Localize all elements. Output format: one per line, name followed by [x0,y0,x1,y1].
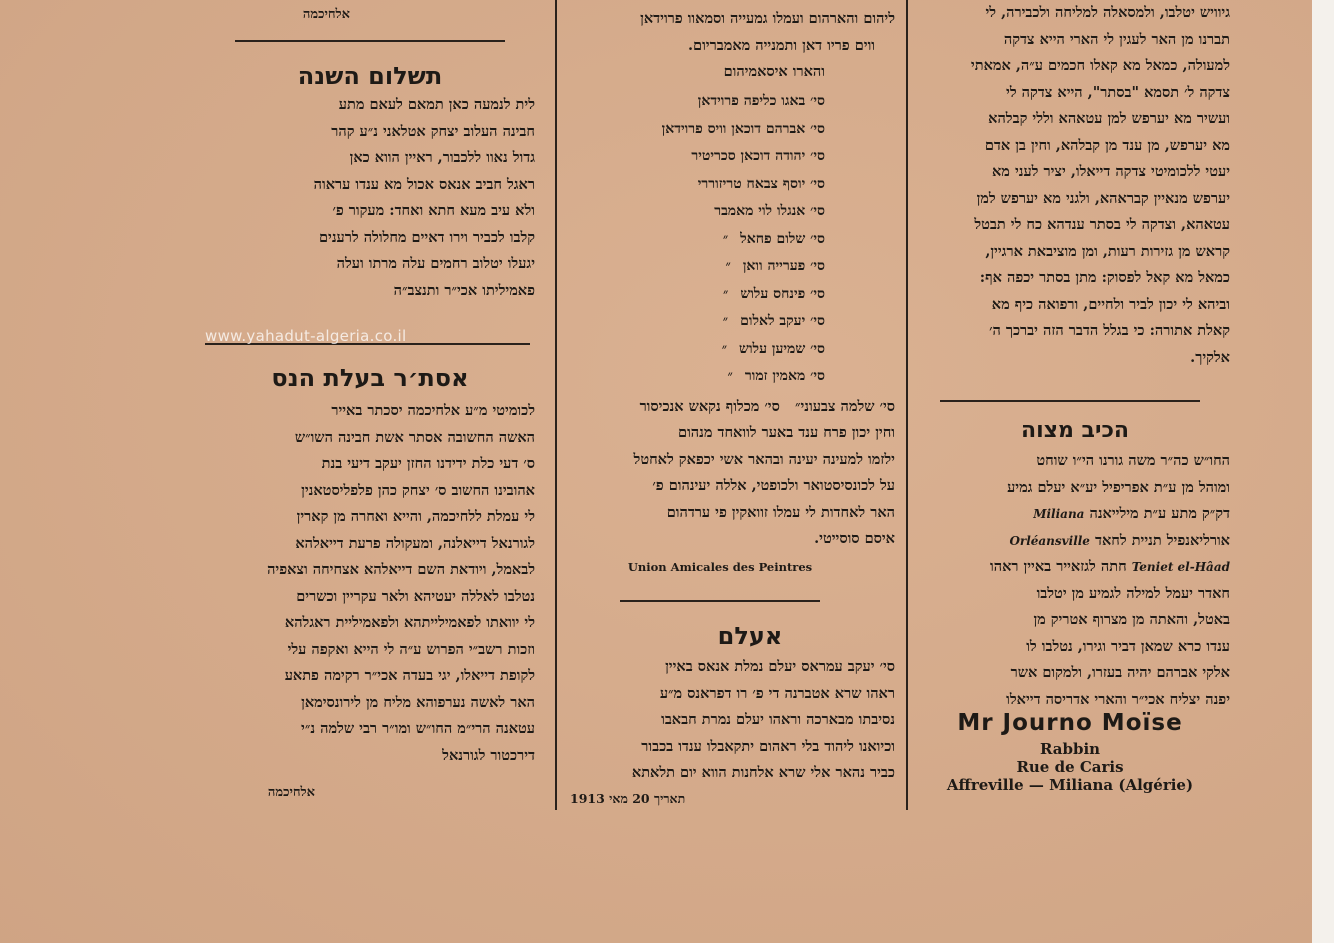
text-line: האשה החשובה אסתר אשת חבינה השו״ש [294,428,535,446]
card-street: Rue de Caris [1016,758,1124,776]
text-line: ומוהל מן ע״ת אפריפיל יע״א יעלם גמיע [1007,478,1230,496]
list-item: סי׳ אנגלו לוי מאמבר [714,203,825,219]
text-line: וביהא לי יכון לביר ולחיים, ורפואה כיף מא [991,295,1230,313]
business-card [920,710,1220,794]
card-role: Rabbin [1039,740,1101,758]
text-line: לבאמל, ויודאת השם דייאלהא אצחיחה וצאפיה [267,561,535,578]
text-line: עטאנה הרי״מ החו״ש ומו״ר רבי שלמה נ״י [301,720,535,737]
divider [235,40,505,42]
text-line: דק״ק מתע ע״ת מילייאנה Miliana [1033,505,1230,522]
text-line: ראגל חביב אנאס אכול מא ענדו עראוה [313,175,535,193]
charity-text [920,0,1230,371]
text-line: ילזמו למעינה יעינה ובהאר אשי יכפאק לאחטל [633,450,895,468]
text-line: אורליאנפיל תניית לחאד Orléansville [1009,531,1230,549]
text-line: על לכונסיסטואר ולכופטי, אללה יעינהום פ׳ [652,477,895,494]
text-line: מא יערפש, מן ענד מן קבלהא, וחין בן אדם [984,136,1230,154]
text-line: חאדר יעמל למילה לגמיע מן יטלבו [1036,584,1230,602]
text-line: האר לאחדות לי עמלו זוואקין פי ערדהום [666,503,895,521]
text-line: נטלבו לאללה יעטיהא ולאר עקריין וכשרים [296,587,535,605]
text-line: וכיואנו ליהוד בלי ראהום יתקאבלו ענדו בכבור [641,737,895,755]
text-line: החו״ש כה״ר משה גורנו הי״ו שוחט [1036,452,1230,469]
text-line: קראש מן גזירות רעות, ומן מוציבאת ארגיין, [985,242,1230,260]
text-line: ווים פריו דאן ותמנייה מאמבריום. [688,36,875,54]
esther-text [205,398,535,769]
text-line: צדקה ל׳ תסמא "בסתר", הייא צדקה לי [1006,83,1230,101]
text-line: למעולה, כמאל מא קאלו חכמים ע״ה, אמאתי [970,57,1230,74]
text-line: וזכות רשב״י הפרוש ע״ה לי הייא ואקפה עלי [287,640,535,658]
list-item: סי׳ שמיען עלוש״ [721,340,825,357]
committee-body [570,420,895,553]
text-line: אלקיך. [1190,348,1230,366]
text-line: חבינה העלוב יצחק אטלאני נ״ע קהר [331,122,535,140]
date-value: 20 מאי 1913 [570,791,650,806]
text-line: ולא עיב מעא חתא ואחד: מעקור פ׳ [332,202,535,219]
payment-text [205,92,535,304]
list-item: סי׳ באגו כליפה פרוידאן [697,93,825,109]
text-line: ליהום והארהום ועמלו גמעייה וסמאוו פרוידאן [640,10,895,27]
place-name: Miliana [1033,507,1085,521]
text-line: כביר נהאר אלי שרא אלחנות הווא יום תלאתא [631,764,895,781]
text-line: יערפש מנאיין קבראהא, ולגני מא יערפש למן [976,189,1230,207]
text-line: נסיבתו מבארכה וראהו יעלם נמרת חבאבו [661,711,895,728]
list-item: סי׳ יעקב לאלום״ [722,313,825,329]
list-item: סי׳ אברהם דוכאן וויס פרוידאן [661,120,825,137]
text-line: פאמיליתו אכי״ר ותנצב״ה [393,281,535,299]
text-line: עטאהא, וצדקה לי בסתר ענדהא כח לי תבטל [974,216,1230,233]
text-line: לגורנאל דייאלנה, ומעקולה פרעת דייאלהא [295,534,535,552]
list-item: סי׳ שלום פחאל״ [722,230,825,247]
divider [620,600,820,602]
committee-list [570,88,895,391]
card-name: Mr Journo Moïse [957,710,1183,736]
text-line: באטל, והאתה מן מצרוף אטריק מן [1033,611,1230,628]
text-line: אלקי אברהם יהיה בעזרו, ולמקום אשר [1010,664,1230,681]
date-line [570,786,895,813]
text-line: ראהו שרא אטברנה די פ׳ רו דפראנס מ״ע [659,684,895,702]
text-line: לי יוואתו לפאמילייתהא ולפאמיליית ראגלהא [284,614,535,631]
list-item: סי׳ מאמין זמור״ [727,368,825,384]
top-signature: אלחיכמה [302,7,350,22]
text-line: ועשיר מא יערפש למן עטאהא וללי קבלהא [988,110,1230,127]
text-line: יעטי ללכומיטי צדקה דייאלו, יציר לעני מא [991,163,1230,180]
text-line: קאלת אתורה: כי בגלל הדבר הזה יברכך ה׳ [989,322,1230,339]
text-line: סי׳ יעקב עמראס יעלם נמלת אנאס באיין [665,658,895,675]
text-line: ס׳ דעי כלת ידידנו החזן יעקב דיעי בנת [321,455,535,472]
mitzva-text [920,448,1230,713]
date-label: תאריך [653,791,686,806]
text-line: Teniet el-Hâad חתה לגזאייר באיין ראהו [990,558,1230,575]
text-line: והארו איסאמיהום [723,63,825,80]
text-line: כמאל מא קאל לפסוק: מתן בסתר יכפה אף: [979,269,1230,286]
committee-intro [570,6,895,86]
place-name: Teniet el-Hâad [1131,560,1230,574]
text-line: לי עמלת ללחיכמה, והייא ואחרה מן קארין [296,508,535,525]
alem-title: אעלם [717,622,783,650]
text-line: לקופת דייאלו, יגי בעדה אכי״ר רקימה פתאע [284,667,535,684]
text-line: תברנו מן האר לעגין לי הארי הייא צדקה [1003,30,1230,48]
mitzva-title: הכיב מצוה [1020,418,1130,443]
esther-title: אסת׳ר בעלת הנס [271,364,469,392]
list-item: סי׳ פינחס עלוש״ [722,285,825,302]
text-line: לית לנמעה כאן תמאם לעאם מתע [338,96,535,113]
text-line: וחין יכון פרח ענד באער לוואחד מנהום [678,424,895,441]
union-signature: Union Amicales des Peintres [627,560,813,574]
text-line: גדול נאוו ללכבור, ראיין הווא כאן [349,149,535,166]
divider [940,400,1200,402]
card-city: Affreville — Miliana (Algérie) [946,776,1194,794]
text-line: קלבו לכביר וירו דאיים מחלולה לרענים [318,228,535,246]
text-line: לכומיטי מ״ע אלחיכמה יסכתר באייר [331,402,535,419]
list-item: סי׳ יהודה דוכאן סכריטיר [691,148,825,164]
text-line: האר לאשה נערפוהא מליח מן לירונסימאן [301,693,535,711]
last-pair: סי׳ שלמה צבעוני״ סי׳ מכלוף נקאש אנכיסור [639,398,895,415]
text-line: ענדו כרא שמאן דביר וגירו, נטלבו לו [1026,637,1230,655]
column-divider-right [906,0,908,810]
bottom-signature: אלחיכמה [267,785,315,800]
list-item: סי׳ פערייה וואן״ [725,258,825,274]
text-line: גיוויש יטלבו, ולמסאלה למליחה ולכבירה, לי [985,4,1230,21]
text-line: דירכטור לגורנאל [442,746,535,764]
text-line: איסם סוסייטי. [814,530,895,547]
place-name: Orléansville [1009,533,1090,548]
alem-text [570,654,895,787]
text-line: אהובינו החשוב ס׳ יצחק כהן פלפליסטאנין [301,481,535,499]
column-divider-left [555,0,557,810]
text-line: יגעלו יטלוב רחמים עלה מרתו ועלה [336,255,535,272]
list-item: סי׳ יוסף צבאח טריזוררי [697,175,825,192]
payment-title: תשלום השנה [297,62,443,90]
watermark: www.yahadut-algeria.co.il [205,327,407,345]
text-line: יפנה יצליח אכי״ר והארי אדריסה דייאלו [1006,690,1230,708]
